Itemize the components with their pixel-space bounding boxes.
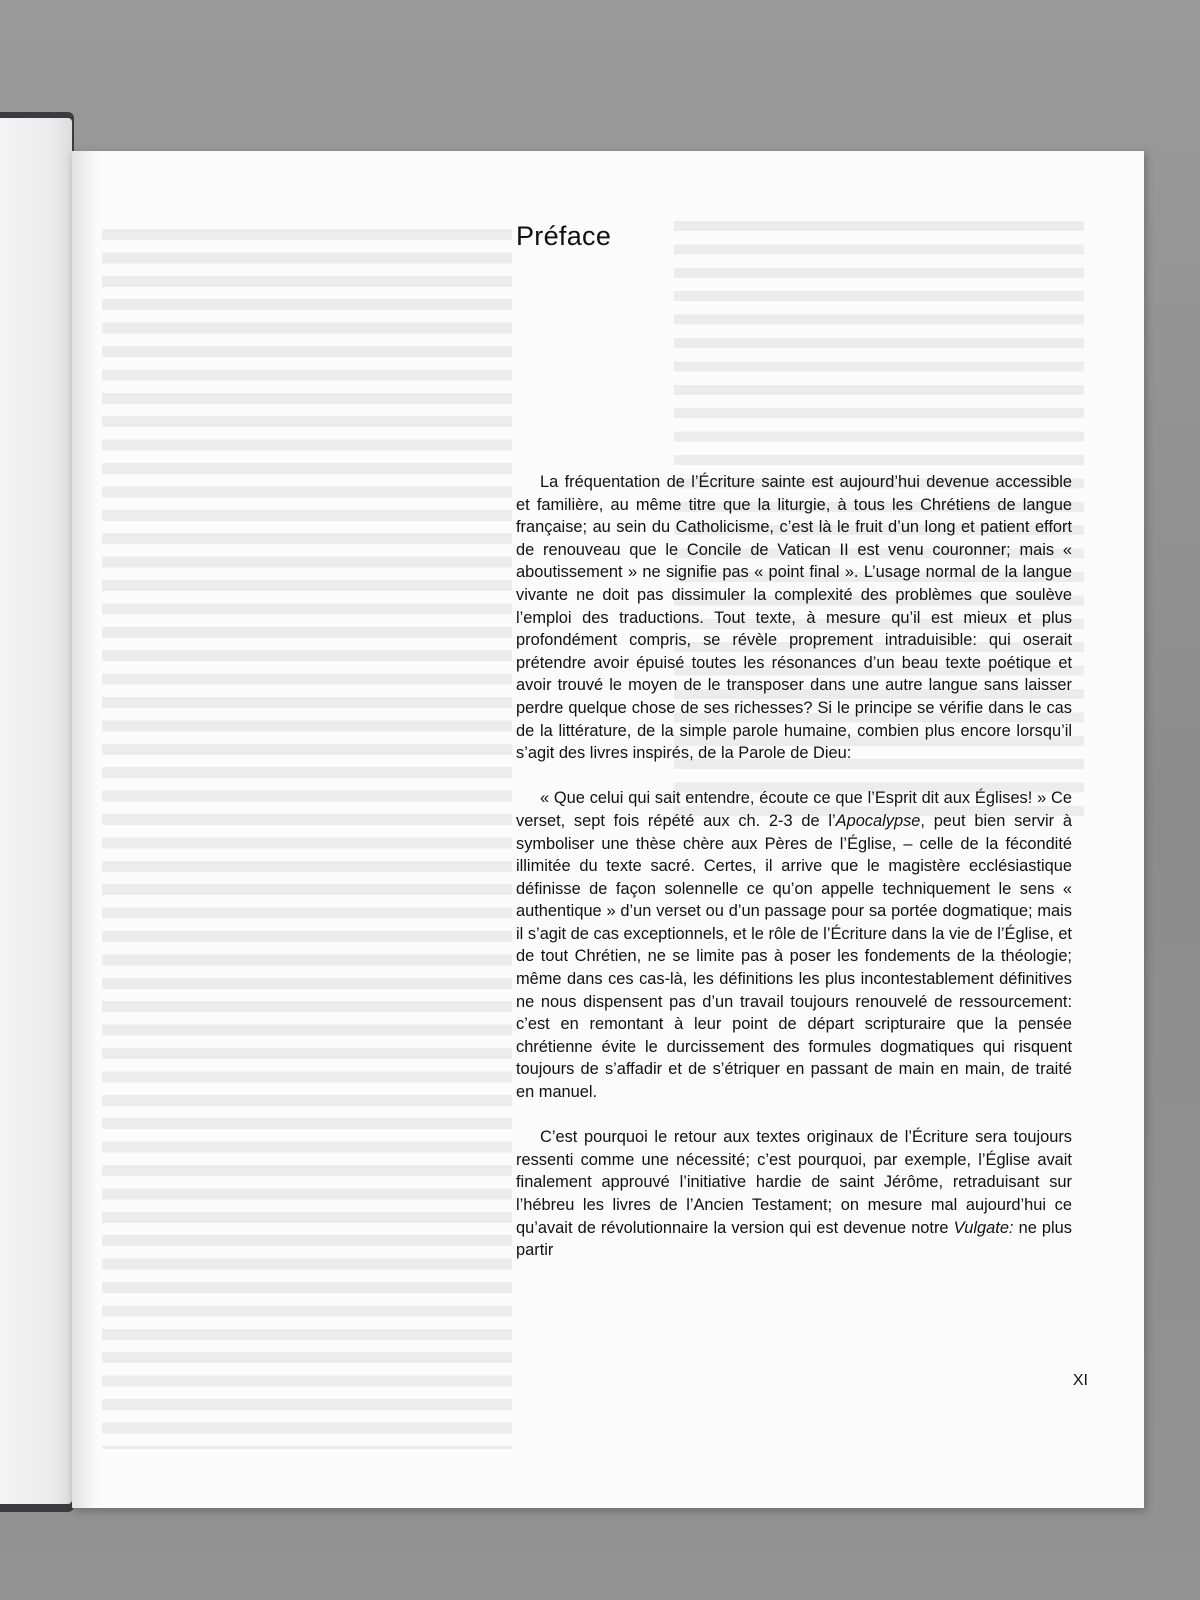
paragraph — [516, 471, 1072, 765]
book-page — [72, 151, 1144, 1508]
paragraph-text: « Que celui qui sait entendre, écoute ce que l’Esprit dit aux Églises! » Ce verset, sept fois répété aux ch. 2-3 de l’ — [516, 789, 1072, 830]
facing-page-edge — [0, 118, 72, 1504]
italic-book-title: Apocalypse — [835, 811, 921, 830]
body-text — [516, 471, 1072, 1262]
page-title: Préface — [516, 221, 612, 251]
gutter-shadow — [72, 151, 98, 1508]
paragraph-text: ne plus partir — [516, 1218, 1072, 1260]
page-number: XI — [1072, 1372, 1088, 1389]
italic-book-title: Vulgate: — [953, 1218, 1014, 1237]
paragraph-text: La fréquentation de l’Écriture sainte est aujourd’hui devenue accessible et familière, au même titre que la liturgie, à tous les Chrétiens de langue française; au sein du Catholicisme, c’est là le fruit d’un long et patient effort de renouveau que le Concile de Vatican II est venu couronner; mais « aboutissement » ne signifie pas « point final ». L’usage normal de la langue vivante ne doit pas dissimuler la complexité des problèmes que soulève l’emploi des traductions. Tout texte, à mesure qu’il est mieux et plus profondément compris, se révèle proprement intraduisible: qui oserait prétendre avoir épuisé toutes les résonances d’un beau texte poétique et avoir trouvé le moyen de le transposer dans une autre langue sans laisser perdre quelque chose de ses richesses? Si le principe se vérifie dans le cas de la littérature, de la simple parole humaine, combien plus encore lorsqu’il s’agit des livres inspirés, de la Parole de Dieu: — [516, 473, 1072, 763]
paragraph — [516, 787, 1072, 1103]
paragraph — [516, 1126, 1072, 1262]
paragraph-text: C’est pourquoi le retour aux textes originaux de l’Écriture sera toujours ressenti comme une nécessité; c’est pourquoi, par exemple, l’Église avait finalement approuvé l’initiative hardie de saint Jérôme, retraduisant sur l’hébreu les livres de l’Ancien Testament; on mesure mal aujourd’hui ce qu’avait de révolutionnaire la version qui est devenue notre — [516, 1128, 1072, 1237]
show-through-text-left — [102, 229, 512, 1449]
paragraph-text: , peut bien servir à symboliser une thèse chère aux Pères de l’Église, – celle de la fécondité illimitée du texte sacré. Certes, il arrive que le magistère ecclésiastique définisse de façon solennelle ce qu’on appelle techniquement le sens « authentique » d’un verset ou d’un passage pour sa portée dogmatique; mais il s’agit de cas exceptionnels, et le rôle de l’Écriture dans la vie de l’Église, et de tout Chrétien, ne se limite pas à poser les fondements de la théologie; même dans ces cas-là, les définitions les plus incontestablement définitives ne nous dispensent pas d’un travail toujours renouvelé de ressourcement: c’est en remontant à leur point de départ scripturaire que la pensée chrétienne évite le durcissement des formules dogmatiques qui risquent toujours de s’affadir et de s’étriquer en passant de main en main, de traité en manuel. — [516, 811, 1073, 1102]
